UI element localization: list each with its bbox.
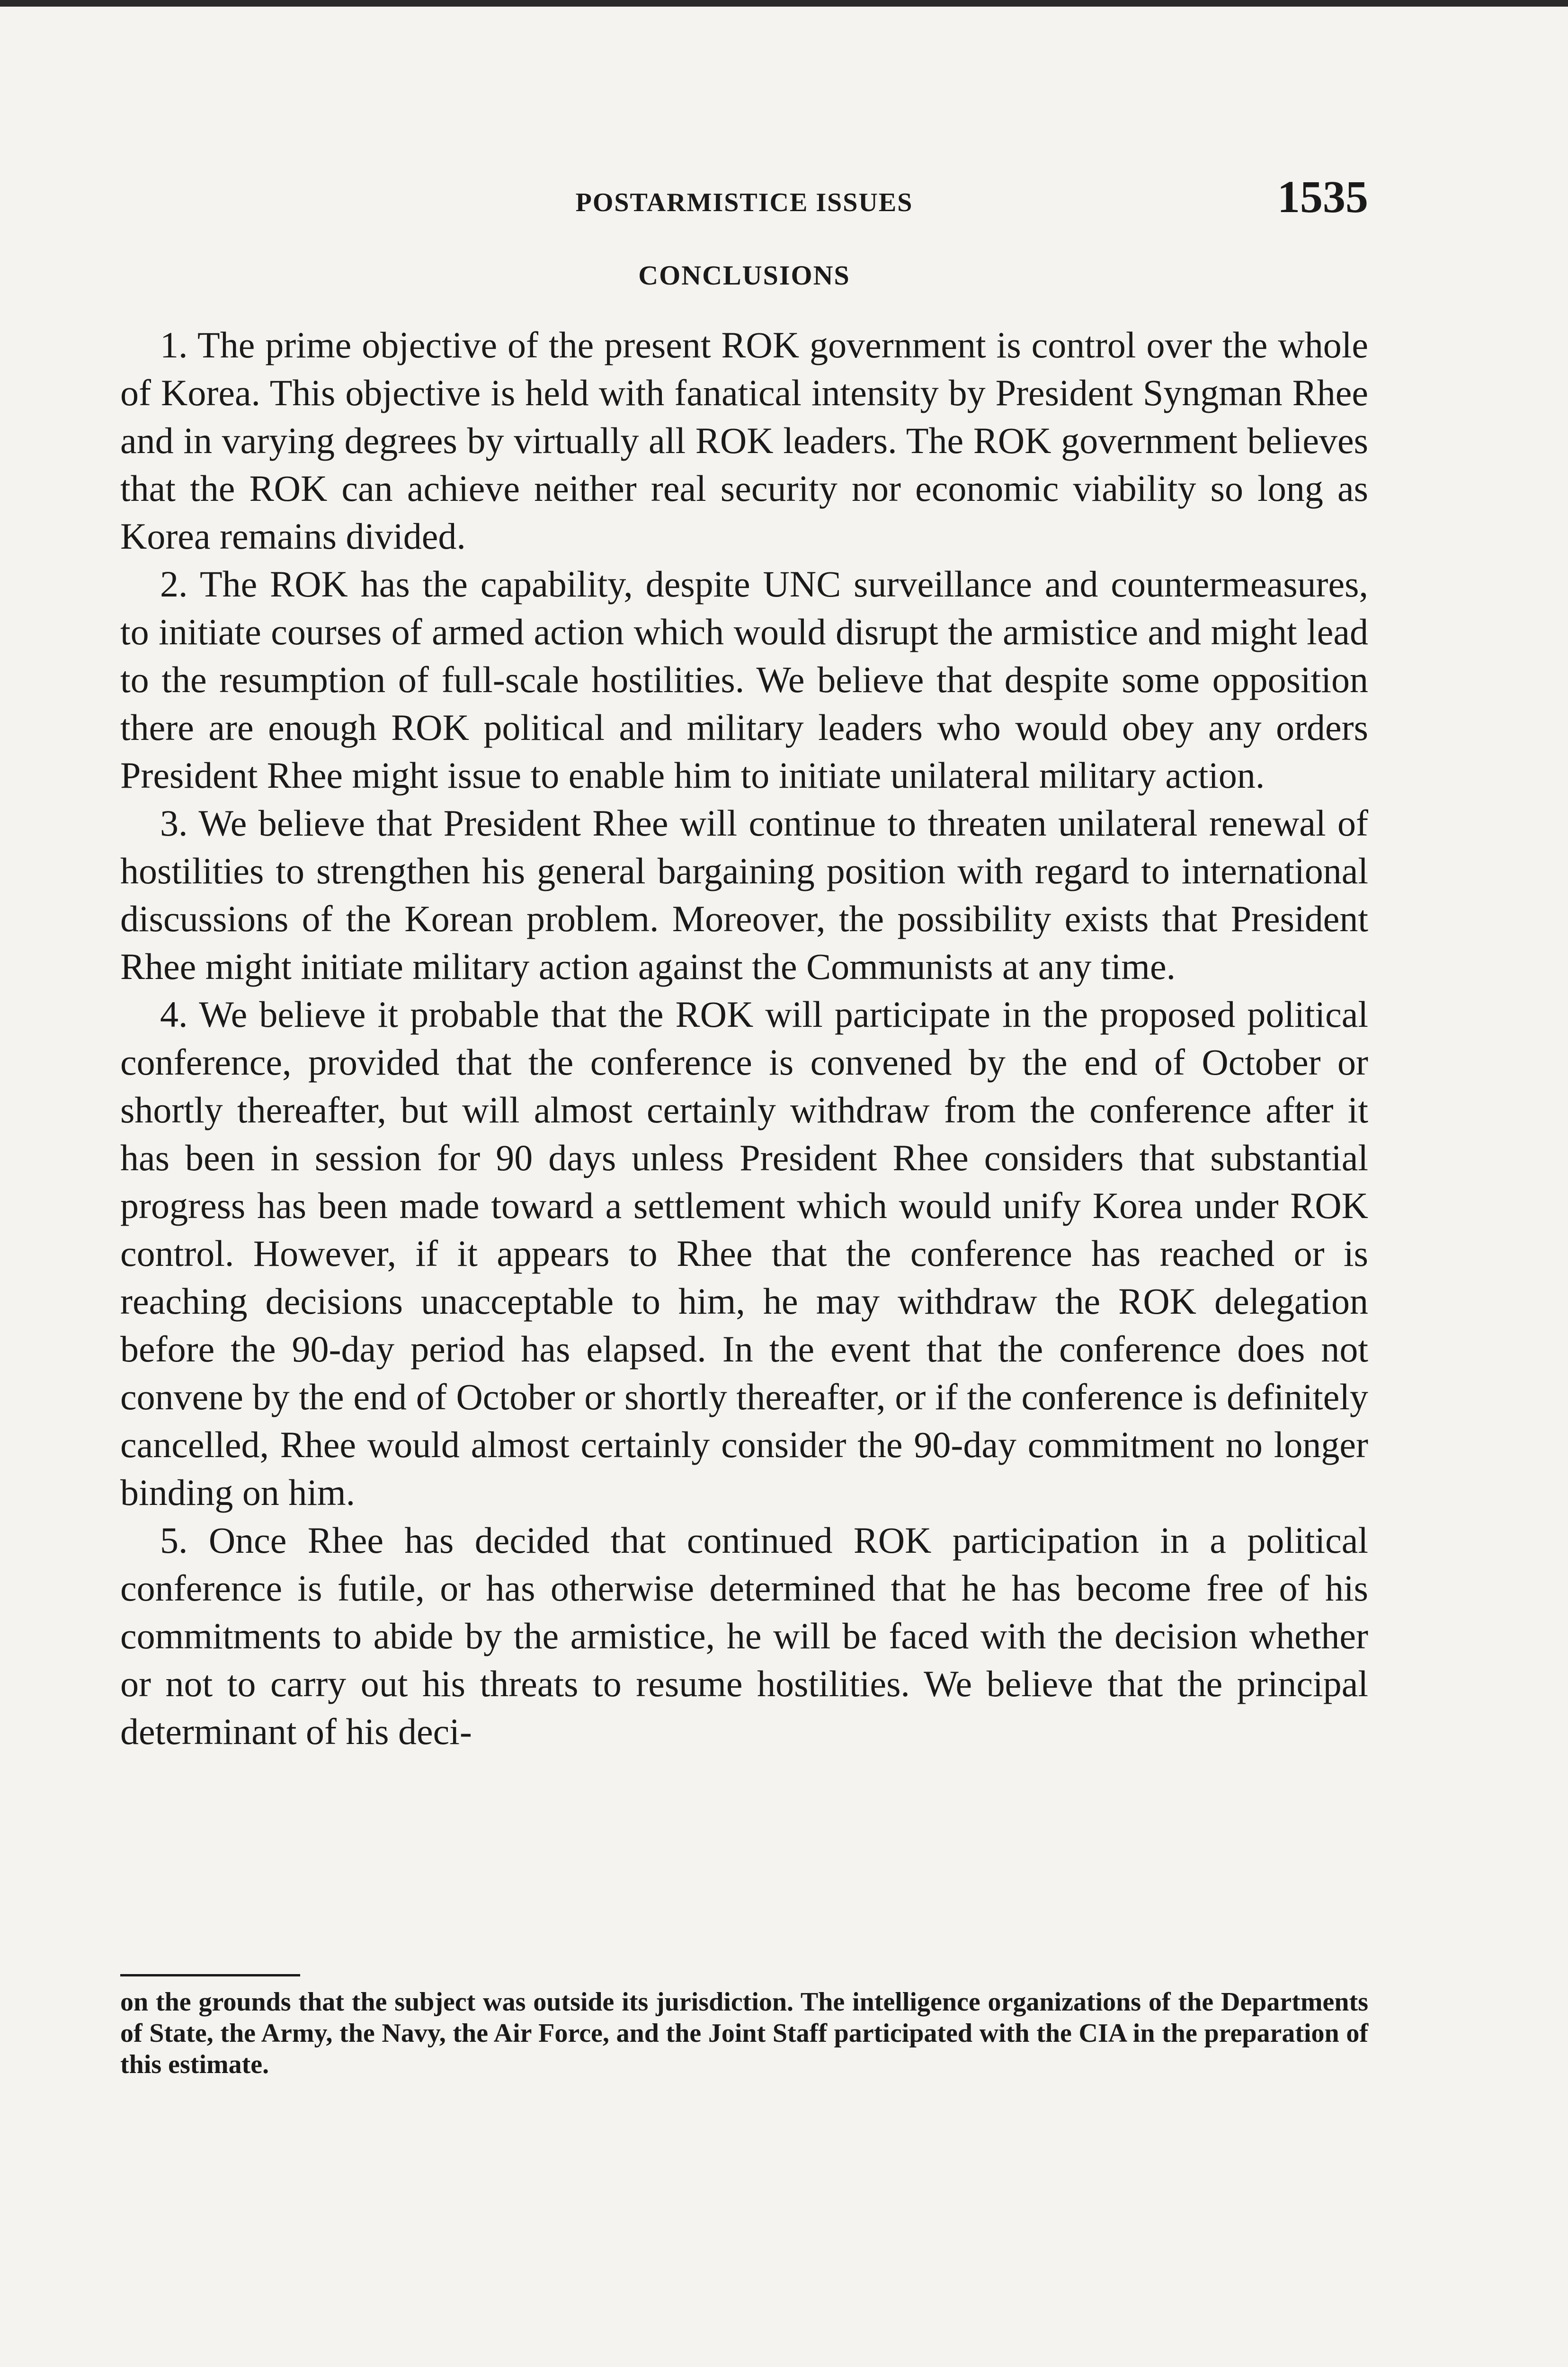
paragraph-5: 5. Once Rhee has decided that continued ROK participation in a political conference is futile, or has otherwise determined that he has become free of his commitments to abide by the armistice, he will be faced with the decision whether or not to carry out his threats to resume hostilities. We believe that the principal determinant of his deci- [120,1520,1368,1752]
footnote: on the grounds that the subject was outside its jurisdiction. The intelligence organizations of the Departments of State, the Army, the Navy, the Air Force, and the Joint Staff participated with the CIA in the preparation of this estimate. [120,1987,1368,2079]
footnote-rule [120,1974,300,1976]
paragraph-2: 2. The ROK has the capability, despite UNC surveillance and countermeasures, to initiate courses of armed action which would disrupt the armistice and might lead to the resumption of full-scale hostilities. We believe that despite some opposition there are enough ROK political and military leaders who would obey any orders President Rhee might issue to enable him to initiate unilateral military action. [120,563,1368,796]
running-title: POSTARMISTICE ISSUES [575,188,913,217]
paragraph-3: 3. We believe that President Rhee will continue to threaten unilateral renewal of hostilities to strengthen his general bargaining position with regard to international discussions of the Korean problem. Moreover, the possibility exists that President Rhee might initiate military action against the Communists at any time. [120,802,1368,987]
page-number: 1535 [1277,171,1368,222]
paragraph-1: 1. The prime objective of the present ROK government is control over the whole of Korea. This objective is held with fanatical intensity by President Syngman Rhee and in varying degrees by virtually all ROK leaders. The ROK government believes that the ROK can achieve neither real security nor economic viability so long as Korea remains divided. [120,324,1368,557]
body-text [120,321,1368,1755]
running-head [120,170,1368,227]
section-title: CONCLUSIONS [638,260,850,291]
paragraph-4: 4. We believe it probable that the ROK will participate in the proposed political conference, provided that the conference is convened by the end of October or shortly thereafter, but will almost certainly withdraw from the conference after it has been in session for 90 days unless President Rhee considers that substantial progress has been made toward a settlement which would unify Korea under ROK control. However, if it appears to Rhee that the conference has reached or is reaching decisions unacceptable to him, he may withdraw the ROK delegation before the 90-day period has elapsed. In the event that the conference does not convene by the end of October or shortly thereafter, or if the conference is definitely cancelled, Rhee would almost certainly consider the 90-day commitment no longer binding on him. [120,994,1368,1513]
top-edge-rule [0,0,1568,7]
